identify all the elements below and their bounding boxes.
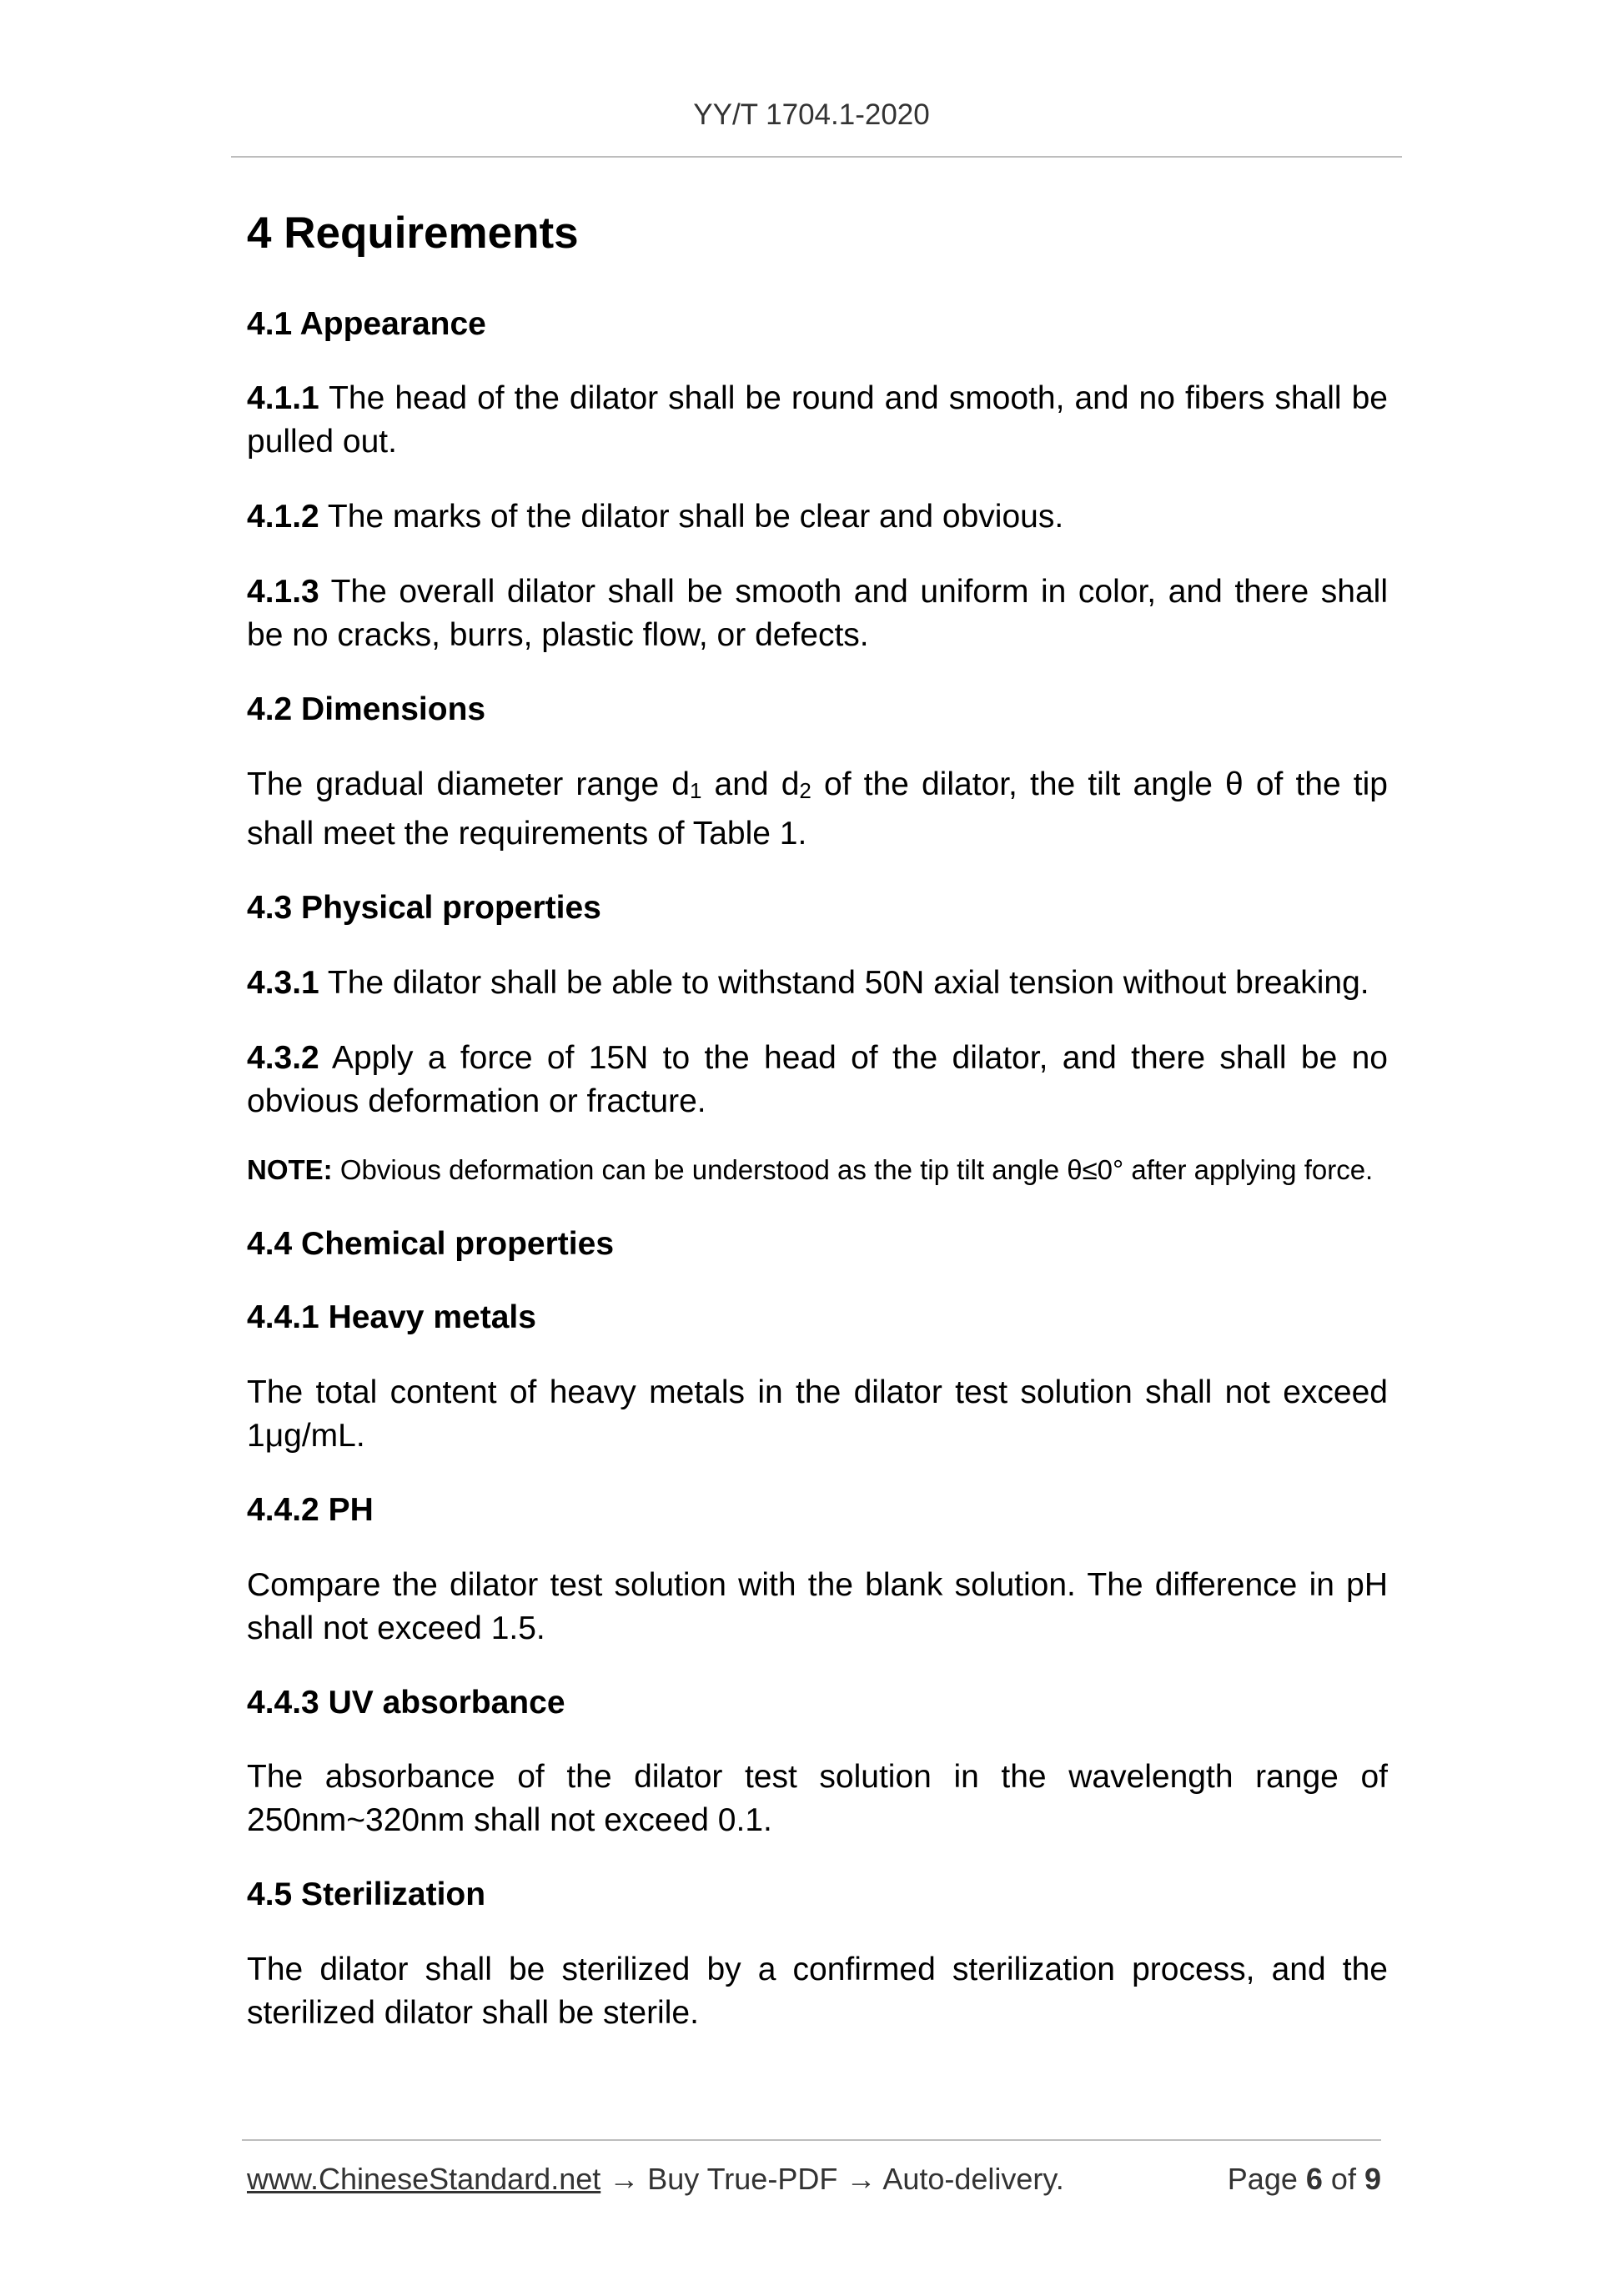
clause-text: The dilator shall be able to withstand 50N axial tension without breaking. — [319, 964, 1369, 1001]
clause-number: 4.1.3 — [247, 574, 319, 610]
page-header-code: YY/T 1704.1-2020 — [693, 98, 930, 131]
note — [247, 1148, 1388, 1192]
section-4-4-2-title: 4.4.2 PH — [247, 1492, 374, 1529]
section-4-5-title: 4.5 Sterilization — [247, 1876, 486, 1913]
clause-text: The overall dilator shall be smooth and uniform in color, and there shall be no cracks, burrs, plastic flow, or defects. — [247, 574, 1388, 654]
clause-4-4-3-text: The absorbance of the dilator test solution in the wavelength range of 250nm~320nm shall not exceed 0.1. — [247, 1759, 1388, 1839]
page-of: of — [1330, 2162, 1356, 2196]
clause-number: 4.1.2 — [247, 499, 319, 535]
page-total: 9 — [1364, 2162, 1381, 2196]
clause-text: The head of the dilator shall be round and smooth, and no fibers shall be pulled out. — [247, 380, 1388, 460]
section-4-4-3-title: 4.4.3 UV absorbance — [247, 1684, 565, 1721]
clause-4-4-1-text: The total content of heavy metals in the dilator test solution shall not exceed 1μg/mL. — [247, 1374, 1388, 1454]
page-number — [1228, 2162, 1381, 2197]
clause-4-1-3 — [247, 570, 1388, 657]
site-link[interactable]: www.ChineseStandard.net — [247, 2162, 601, 2196]
section-4-4-1-title: 4.4.1 Heavy metals — [247, 1299, 536, 1336]
text-part: and d — [701, 766, 800, 802]
document-body — [247, 200, 1388, 2035]
clause-number: 4.3.2 — [247, 1039, 319, 1076]
clause-4-2-text — [247, 763, 1388, 856]
section-4-1-title: 4.1 Appearance — [247, 305, 486, 342]
page-current: 6 — [1305, 2162, 1323, 2196]
clause-number: 4.1.1 — [247, 380, 319, 417]
section-4-2-title: 4.2 Dimensions — [247, 691, 486, 728]
page-label: Page — [1227, 2162, 1298, 2196]
text-part: of the dilator, the tilt angle θ of the tip shall meet the requirements of Table 1. — [247, 766, 1388, 852]
note-text: Obvious deformation can be understood as the tip tilt angle θ≤0° after applying force. — [332, 1153, 1374, 1185]
header-divider — [231, 156, 1402, 158]
footer-promo — [247, 2162, 1064, 2197]
section-4-4-title: 4.4 Chemical properties — [247, 1225, 615, 1262]
footer-divider — [242, 2139, 1381, 2141]
clause-4-3-2 — [247, 1037, 1388, 1123]
subscript: 2 — [799, 777, 812, 803]
note-label: NOTE: — [247, 1153, 333, 1185]
clause-text: The marks of the dilator shall be clear and obvious. — [319, 499, 1064, 535]
clause-4-3-1 — [247, 962, 1388, 1005]
clause-4-1-2 — [247, 495, 1388, 539]
text-part: The gradual diameter range d — [247, 766, 690, 802]
section-4-title: 4 Requirements — [247, 208, 579, 258]
promo-text: → Buy True-PDF → Auto-delivery. — [600, 2162, 1064, 2196]
clause-4-4-2-text: Compare the dilator test solution with the blank solution. The difference in pH shall not exceed 1.5. — [247, 1566, 1388, 1646]
clause-4-5-text: The dilator shall be sterilized by a confirmed sterilization process, and the sterilized dilator shall be sterile. — [247, 1952, 1388, 2032]
clause-number: 4.3.1 — [247, 964, 319, 1001]
section-4-3-title: 4.3 Physical properties — [247, 889, 601, 926]
clause-text: Apply a force of 15N to the head of the dilator, and there shall be no obvious deformation or fracture. — [247, 1039, 1388, 1119]
clause-4-1-1 — [247, 377, 1388, 464]
subscript: 1 — [689, 777, 702, 803]
